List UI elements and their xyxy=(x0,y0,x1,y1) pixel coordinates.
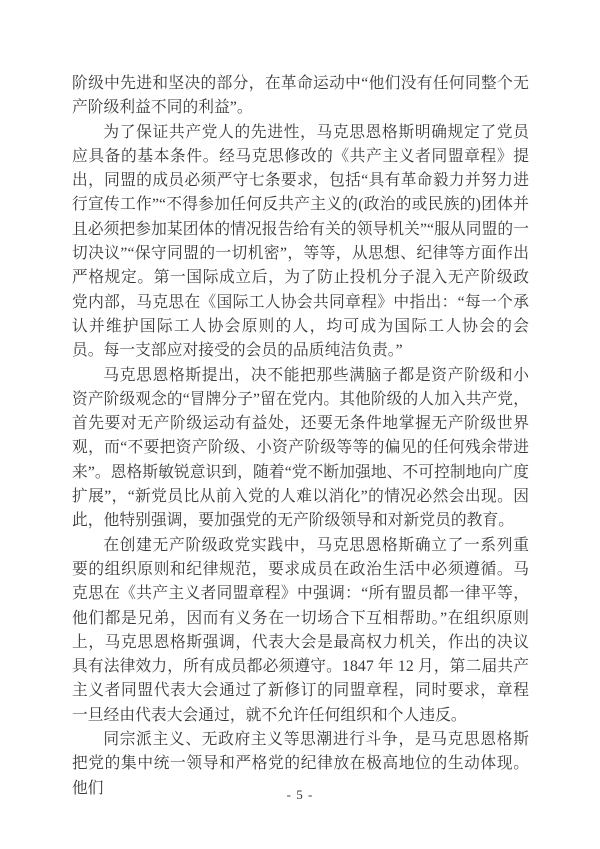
paragraph: 在创建无产阶级政党实践中，马克思恩格斯确立了一系列重要的组织原则和纪律规范，要求成员在政治生活中必须遵循。马克思在《共产主义者同盟章程》中强调：“所有盟员都一律平等，他们都是兄弟，因而有义务在一切场合下互相帮助。”在组织原则上，马克思恩格斯强调，代表大会是最高权力机关，作出的决议具有法律效力，所有成员都必须遵守。1847 年 12 月，第二届共产主义者同盟代表大会通过了新修订的同盟章程，同时要求，章程一旦经由代表大会通过，就不允许任何组织和个人违反。 xyxy=(72,536,529,724)
paragraph: 同宗派主义、无政府主义等思潮进行斗争，是马克思恩格斯把党的集中统一领导和严格党的纪律放在极高地位的生动体现。他们 xyxy=(72,731,529,797)
paragraph: 为了保证共产党人的先进性，马克思恩格斯明确规定了党员应具备的基本条件。经马克思修改的《共产主义者同盟章程》提出，同盟的成员必须严守七条要求，包括“具有革命毅力并努力进行宣传工作”“不得参加任何反共产主义的(政治的或民族的)团体并且必须把参加某团体的情况报告给有关的领导机关”“服从同盟的一切决议”“保守同盟的一切机密”，等等，从思想、纪律等方面作出严格规定。第一国际成立后，为了防止投机分子混入无产阶级政党内部，马克思在《国际工人协会共同章程》中指出：“每一个承认并维护国际工人协会原则的人，均可成为国际工人协会的会员。每一支部应对接受的会员的品质纯洁负责。” xyxy=(72,123,529,360)
paragraph-continuation: 阶级中先进和坚决的部分，在革命运动中“他们没有任何同整个无产阶级利益不同的利益”。 xyxy=(72,75,529,117)
paragraph: 马克思恩格斯提出，决不能把那些满脑子都是资产阶级和小资产阶级观念的“冒牌分子”留在党内。其他阶级的人加入共产党，首先要对无产阶级运动有益处，还要无条件地掌握无产阶级世界观，而“不要把资产阶级、小资产阶级等等的偏见的任何残余带进来”。恩格斯敏锐意识到，随着“党不断加强地、不可控制地向广度扩展”，“新党员比从前入党的人难以消化”的情况必然会出现。因此，他特别强调，要加强党的无产阶级领导和对新党员的教育。 xyxy=(72,366,529,530)
page-number: - 5 - xyxy=(286,787,314,802)
document-body xyxy=(72,72,529,801)
